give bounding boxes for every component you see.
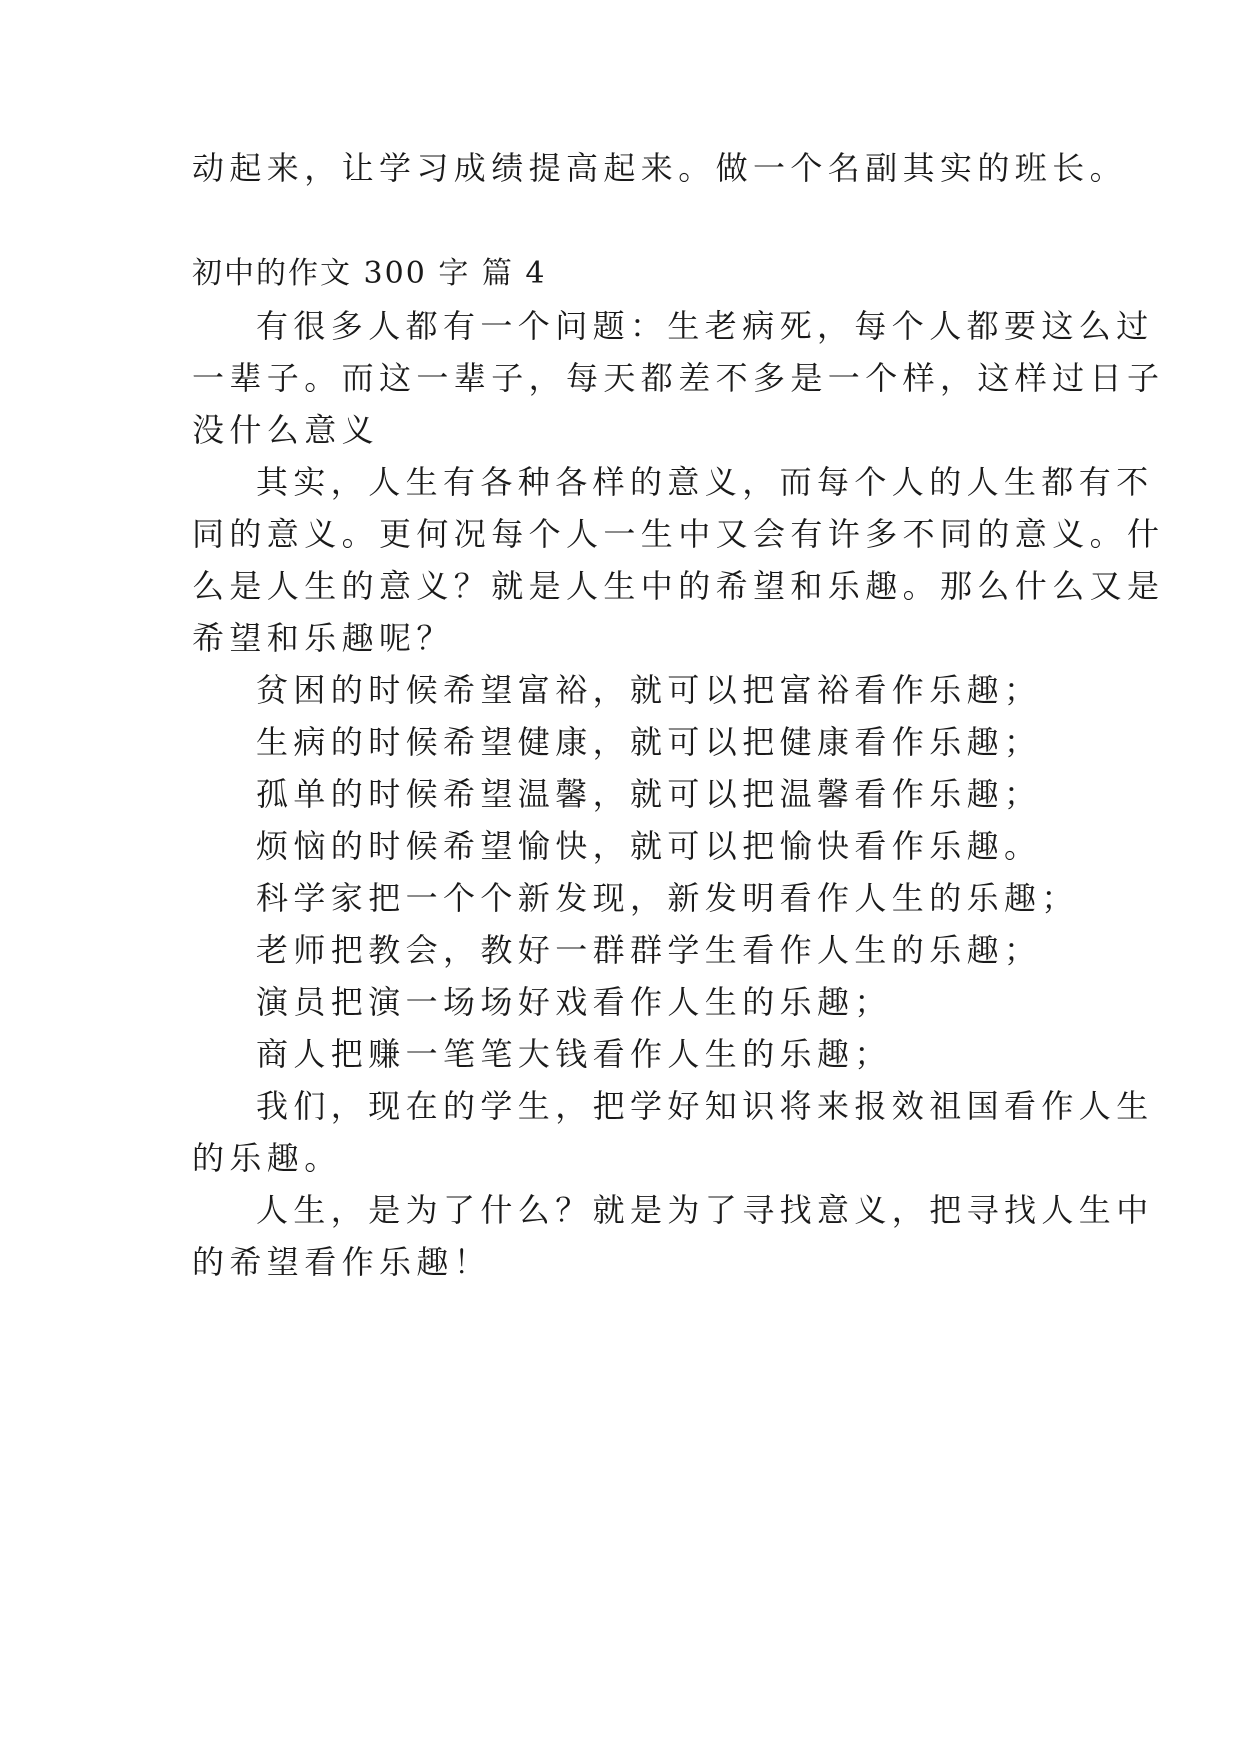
paragraph-line: 希望和乐趣呢？ — [192, 619, 454, 657]
document-page — [192, 0, 1165, 1754]
paragraph-line: 其实，人生有各种各样的意义，而每个人的人生都有不 — [256, 463, 1154, 501]
paragraph-line: 烦恼的时候希望愉快，就可以把愉快看作乐趣。 — [256, 827, 1042, 865]
paragraph-line: 么是人生的意义？就是人生中的希望和乐趣。那么什么又是 — [192, 567, 1165, 605]
paragraph-line: 科学家把一个个新发现，新发明看作人生的乐趣； — [256, 879, 1079, 917]
carryover-line: 动起来，让学习成绩提高起来。做一个名副其实的班长。 — [192, 149, 1128, 187]
paragraph-line: 老师把教会，教好一群群学生看作人生的乐趣； — [256, 931, 1042, 969]
paragraph-line: 一辈子。而这一辈子，每天都差不多是一个样，这样过日子 — [192, 359, 1165, 397]
paragraph-line: 商人把赚一笔笔大钱看作人生的乐趣； — [256, 1035, 892, 1073]
paragraph-line: 同的意义。更何况每个人一生中又会有许多不同的意义。什 — [192, 515, 1165, 553]
paragraph-line: 演员把演一场场好戏看作人生的乐趣； — [256, 983, 892, 1021]
paragraph-line: 有很多人都有一个问题：生老病死，每个人都要这么过 — [256, 307, 1154, 345]
paragraph-line: 的希望看作乐趣！ — [192, 1243, 492, 1281]
paragraph-line: 没什么意义 — [192, 411, 380, 449]
paragraph-line: 的乐趣。 — [192, 1139, 342, 1177]
paragraph-line: 我们，现在的学生，把学好知识将来报效祖国看作人生 — [256, 1087, 1154, 1125]
paragraph-line: 人生，是为了什么？就是为了寻找意义，把寻找人生中 — [256, 1191, 1154, 1229]
section-title: 初中的作文 300 字 篇 4 — [192, 256, 547, 291]
paragraph-line: 孤单的时候希望温馨，就可以把温馨看作乐趣； — [256, 775, 1042, 813]
paragraph-line: 生病的时候希望健康，就可以把健康看作乐趣； — [256, 723, 1042, 761]
paragraph-line: 贫困的时候希望富裕，就可以把富裕看作乐趣； — [256, 671, 1042, 709]
